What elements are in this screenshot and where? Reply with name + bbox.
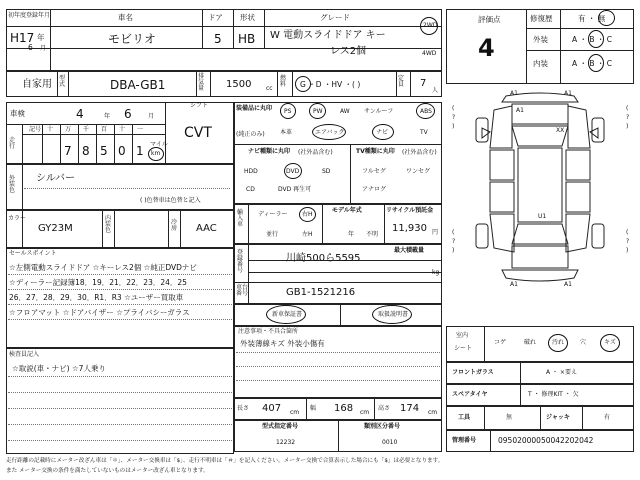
diagram-label-5: U1 [538, 213, 547, 220]
sheet-opt-4: キズ [604, 339, 616, 346]
inspection-month-label: 月 [148, 113, 155, 120]
import-parallel: 並行 [266, 231, 279, 238]
grade-label: グレード [320, 13, 350, 22]
color-value: シルバー [36, 173, 76, 184]
model-year-val-2: 不明 [366, 231, 379, 238]
equip-r1-2: AW [340, 108, 350, 115]
first-reg-month-val: 6 [28, 43, 33, 52]
width-unit: cm [360, 409, 370, 416]
disp-value: 1500 [226, 79, 252, 90]
notes-text: 外装薄線キズ 外装小傷有 [240, 339, 325, 348]
score-value: 4 [478, 34, 495, 62]
diagram-label-2: A1 [564, 90, 572, 97]
diagram-label-4: A1 [516, 107, 524, 114]
navi-type-sub: (社外品含む) [298, 149, 333, 156]
first-reg-label: 初年度登録年月 [8, 12, 51, 19]
import-dealer: ディーラー [258, 211, 288, 218]
chassis-value: GB1-1521216 [286, 287, 356, 298]
colorcode-value: GY23M [38, 223, 73, 234]
tv-opt-0: フルセグ [362, 168, 386, 175]
mileage-digit-2: 5 [100, 144, 108, 158]
use-value: 自家用 [22, 79, 52, 90]
shift-value: CVT [184, 125, 212, 141]
int-label: 内装 [533, 59, 548, 68]
interior-sheet-label-1: 室内 [456, 332, 469, 339]
navi-opt-1: DVD [286, 168, 300, 175]
equip-r2-2: ナビ [376, 129, 389, 136]
recycle-value: 11,930 [392, 223, 427, 234]
notes-frame [234, 326, 442, 398]
height-value: 174 [400, 403, 420, 414]
fuel-label: 燃料 [280, 75, 287, 88]
tv-opt-2: アナログ [362, 186, 387, 193]
mileage-unit-2: 万 [65, 126, 72, 133]
tools-value: 無 [506, 414, 513, 421]
sheet-opt-1: 破れ [524, 339, 537, 346]
repair-label: 修復歴 [530, 14, 553, 23]
inspection-label: 車検 [10, 109, 25, 118]
jack-label: ジャッキ [546, 414, 570, 421]
equip-r2-0: 本革 [280, 129, 293, 136]
equipment-sub: (純正のみ) [236, 131, 265, 138]
navi-opt-4: DVD 再生可 [278, 186, 312, 193]
navi-opt-2: SD [322, 168, 331, 175]
notes-label: 注意事項・不具合箇所 [238, 328, 299, 335]
diagram-bracket-3: ( ? ) [626, 229, 630, 254]
glass-options: A ・ ×要え [546, 369, 577, 376]
footer-line-1: 走行距離の記載時にメーター改ざん車は「＊」、メーター交換車は「$」、走行不明車は「＃」を記入ください。メーター交換で合算表示した場合にも「$」は必要となります。 [6, 458, 444, 464]
km-label: km [151, 150, 161, 157]
interior-sheet-label-2: シート [454, 345, 473, 352]
shape-label: 形状 [240, 13, 255, 22]
selling-line-2: 26．27．28．29．30．R1．R3 ☆ユーザー買取車 [9, 293, 184, 302]
navi-type-label: ナビ種類に丸印 [248, 148, 291, 155]
navi-opt-0: HDD [244, 168, 258, 175]
name-label: 車名 [118, 13, 133, 22]
equip-r1-0: PS [284, 108, 292, 115]
import-label: 輸入車 [237, 209, 244, 228]
manual-label: 取扱説明書 [378, 311, 409, 318]
chassis-label: 車台番号 [236, 284, 249, 297]
import-right: 右H [302, 211, 313, 218]
first-reg-era: H17 [10, 31, 35, 45]
category-label: 類別区分番号 [364, 423, 401, 430]
sheet-opt-3: 穴 [580, 339, 587, 346]
drive-4wd: 4WD [422, 50, 437, 57]
mile-label: マイル [150, 141, 168, 148]
first-reg-year-label: 年 [37, 33, 45, 42]
mileage-unit-1: 十 [47, 126, 54, 133]
designation-value: 12232 [276, 439, 296, 446]
mileage-unit-4: 百 [101, 126, 108, 133]
height-label: 高さ [378, 405, 391, 412]
registration-value: 川崎500ら5595 [286, 253, 361, 264]
diagram-label-3: XX [556, 127, 565, 134]
mileage-digit-4: 1 [136, 144, 144, 158]
repair-circle [598, 10, 615, 26]
diagram-bracket-0: ( ? ) [452, 105, 456, 130]
tv-type-label: TV種類に丸印 [356, 148, 395, 155]
mileage-digit-3: 0 [118, 144, 126, 158]
registration-label: 登録番号 [237, 249, 244, 274]
mileage-unit-3: 千 [83, 126, 90, 133]
diagram-label-1: A1 [510, 90, 518, 97]
int-color-label: 内装色 [105, 215, 112, 234]
ac-label: 冷房 [171, 219, 178, 232]
equip-r1-1: PW [313, 108, 323, 115]
inspection-year-val: 4 [76, 107, 84, 121]
length-value: 407 [262, 403, 282, 414]
designation-label: 型式指定番号 [262, 423, 299, 430]
diagram-bracket-2: ( ? ) [452, 229, 456, 254]
inspection-month-val: 6 [124, 107, 132, 121]
diagram-label-7: A1 [564, 281, 572, 288]
colorcode-label: カラー [8, 215, 27, 222]
mileage-unit-6: 一 [137, 126, 144, 133]
type-label: 型式 [59, 75, 66, 88]
fuel-value: G ・D ・HV ・( ) [300, 80, 361, 89]
control-label: 管理番号 [452, 437, 477, 444]
selling-label: セールスポイント [9, 250, 57, 257]
int-circle [588, 54, 604, 72]
recycle-unit: 円 [432, 229, 439, 236]
category-value: 0010 [382, 439, 398, 446]
model-year-val-1: 年 [348, 231, 355, 238]
mileage-label: 走行 [9, 137, 16, 150]
inspector-label: 検査員記入 [9, 351, 40, 358]
equipment-label: 装備品に丸印 [236, 105, 273, 112]
name-value: モビリオ [108, 32, 156, 46]
tv-type-sub: (社外品含む) [402, 149, 437, 156]
glass-label: フロントガラス [452, 369, 494, 376]
selling-line-0: ☆左側電動スライドドア ☆キーレス2個 ☆純正DVDナビ [9, 263, 197, 272]
cap-label: 定員 [398, 75, 405, 88]
mileage-unit-0: 記号 [29, 126, 42, 133]
type-value: DBA-GB1 [110, 78, 166, 92]
length-label: 長さ [237, 405, 250, 412]
inspector-text: ☆取説(車・ナビ) ☆7人乗り [12, 364, 106, 373]
drive-2wd: 2WD [423, 22, 438, 29]
mileage-digit-0: 7 [64, 144, 72, 158]
mileage-digit-1: 8 [82, 144, 90, 158]
cap-unit: 人 [432, 87, 439, 94]
model-year-label: モデル年式 [332, 207, 362, 214]
tv-opt-1: ワンセグ [406, 168, 431, 175]
ext-circle [588, 30, 604, 48]
sheet-opt-0: コゲ [494, 339, 507, 346]
shift-label: シフト [190, 102, 209, 109]
footer-line-2: また メーター交換の条件を満たしていないものはメーター改ざん車となります。 [6, 468, 209, 474]
mileage-unit-5: 十 [119, 126, 126, 133]
score-label: 評価点 [478, 15, 501, 24]
sheet-opt-2: 汚れ [552, 339, 565, 346]
doors-value: 5 [214, 32, 222, 46]
selling-line-3: ☆フロアマット ☆ドアバイザー ☆プライバシーガラス [9, 308, 190, 317]
warranty-label: 新車保証書 [272, 311, 303, 318]
color-note: ( )色替車は色替と記入 [140, 197, 201, 204]
spare-label: スペアタイヤ [452, 391, 488, 398]
jack-value: 有 [604, 414, 611, 421]
first-reg-month-label: 月 [40, 45, 47, 52]
ac-value: AAC [196, 223, 217, 234]
car-outline-icon [446, 88, 634, 324]
diagram-label-6: A1 [510, 281, 518, 288]
tools-label: 工具 [458, 414, 471, 421]
grade-value-2: レス2個 [330, 46, 367, 57]
max-load-unit: kg [432, 269, 440, 276]
equip-r2-1: エアバック [315, 129, 345, 136]
height-unit: cm [428, 409, 438, 416]
recycle-label: リサイクル預託金 [386, 207, 434, 214]
int-options: A ・ B ・ C [572, 59, 613, 68]
disp-label: 排気量 [198, 73, 205, 92]
disp-unit: cc [266, 85, 273, 92]
import-left: 左H [302, 231, 313, 238]
ext-options: A ・ B ・ C [572, 35, 613, 44]
max-load-label: 最大積載量 [394, 247, 425, 254]
spare-options: T ・ 修理KIT ・ 欠 [528, 391, 579, 398]
repair-options: 有 ・ 無 [578, 14, 606, 23]
diagram-bracket-1: ( ? ) [626, 105, 630, 130]
grade-value-1: W 電動スライドドア キー [270, 30, 386, 41]
inspection-year-label: 年 [104, 113, 111, 120]
shape-value: HB [238, 32, 256, 46]
selling-line-1: ☆ディーラー記録簿18．19．21．22．23．24．25 [9, 278, 187, 287]
row2-frame [6, 71, 442, 97]
equip-r2-3: TV [420, 129, 428, 136]
car-damage-diagram [446, 88, 634, 324]
length-unit: cm [290, 409, 300, 416]
width-label: 幅 [310, 405, 317, 412]
width-value: 168 [334, 403, 354, 414]
control-value: 09502000050042202042 [498, 436, 594, 445]
color-label: 外装色 [9, 175, 16, 194]
ext-label: 外装 [533, 35, 548, 44]
equip-r1-3: サンルーフ [364, 108, 394, 115]
equip-r1-4: ABS [420, 108, 432, 115]
navi-opt-3: CD [246, 186, 255, 193]
doors-label: ドア [208, 13, 223, 22]
cap-value: 7 [420, 78, 427, 89]
